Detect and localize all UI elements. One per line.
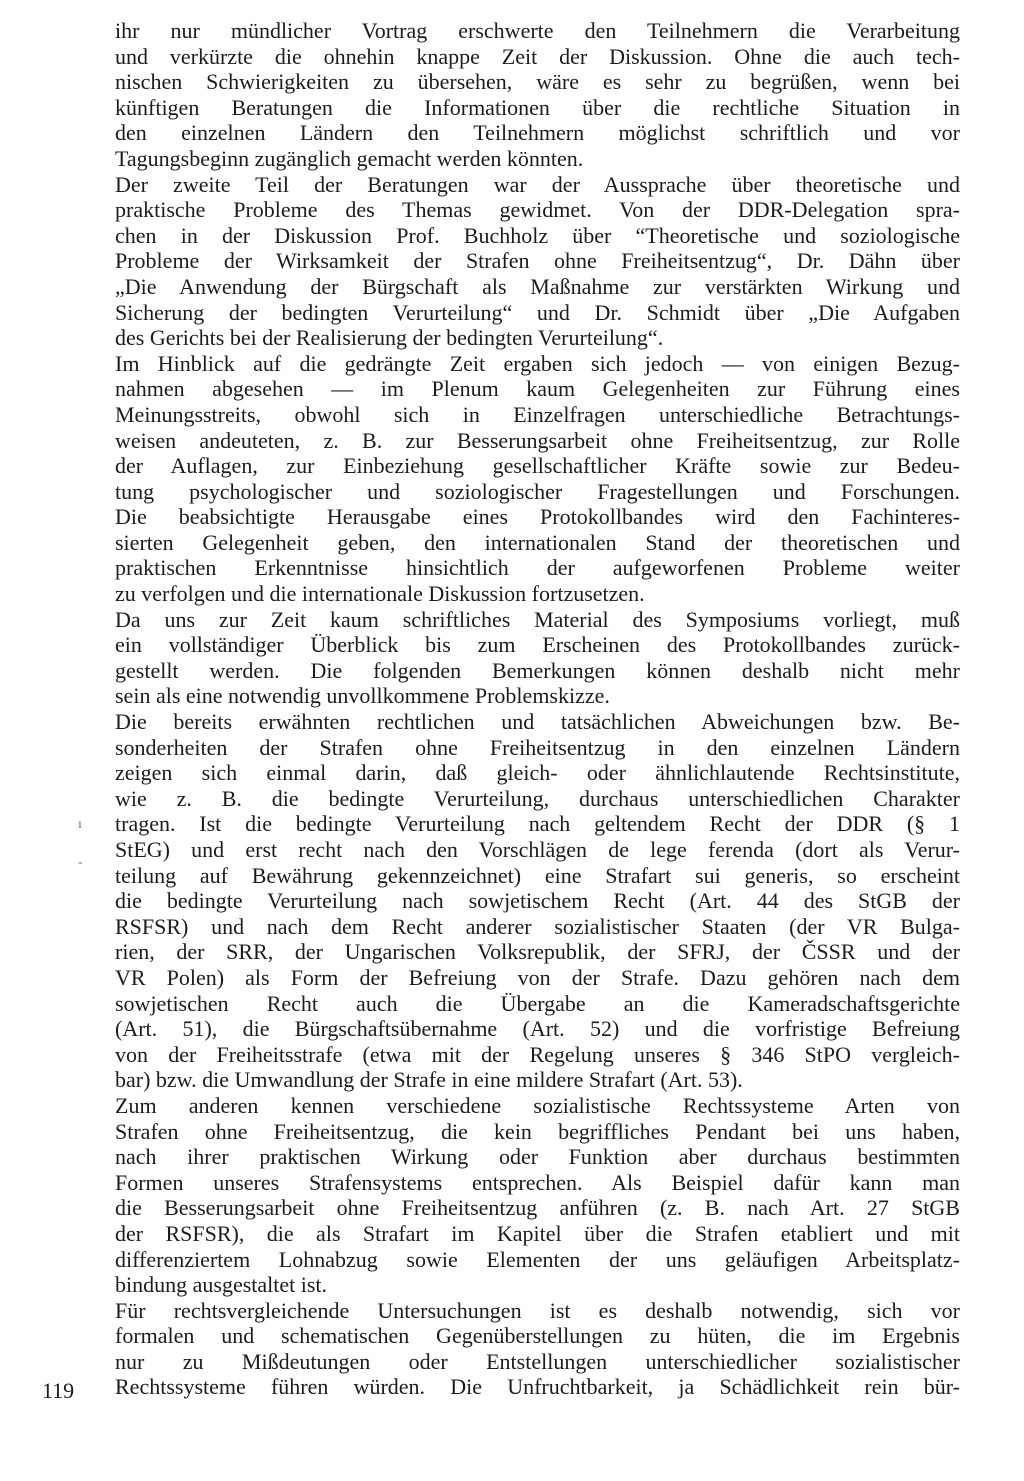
text-line: RSFSR) und nach dem Recht anderer sozialistischer Staaten (der VR Bulga-	[115, 913, 960, 939]
text-line: nur zu Mißdeutungen oder Entstellungen unterschiedlicher sozialistischer	[115, 1348, 960, 1374]
text-line: sein als eine notwendig unvollkommene Problemskizze.	[115, 683, 610, 709]
text-line: Im Hinblick auf die gedrängte Zeit ergaben sich jedoch — von einigen Bezug-	[115, 350, 960, 376]
text-line: sonderheiten der Strafen ohne Freiheitsentzug in den einzelnen Ländern	[115, 734, 960, 760]
text-line: „Die Anwendung der Bürgschaft als Maßnahme zur verstärkten Wirkung und	[115, 273, 960, 299]
text-line: nahmen abgesehen — im Plenum kaum Gelegenheiten zur Führung eines	[115, 376, 960, 402]
text-line: tragen. Ist die bedingte Verurteilung nach geltendem Recht der DDR (§ 1	[115, 811, 960, 837]
text-line: zu verfolgen und die internationale Diskussion fortzusetzen.	[115, 581, 645, 607]
text-line: des Gerichts bei der Realisierung der bedingten Verurteilung“.	[115, 325, 664, 351]
margin-mark: ı	[78, 817, 82, 832]
text-line: formalen und schematischen Gegenüberstellungen zu hüten, die im Ergebnis	[115, 1323, 960, 1349]
paragraph	[115, 172, 960, 351]
text-line: Tagungsbeginn zugänglich gemacht werden könnten.	[115, 145, 584, 171]
text-line: weisen andeuteten, z. B. zur Besserungsarbeit ohne Freiheitsentzug, zur Rolle	[115, 427, 960, 453]
text-line: nischen Schwierigkeiten zu übersehen, wäre es sehr zu begrüßen, wenn bei	[115, 69, 960, 95]
text-line: rien, der SRR, der Ungarischen Volksrepublik, der SFRJ, der ČSSR und der	[115, 939, 960, 965]
text-line: Meinungsstreits, obwohl sich in Einzelfragen unterschiedliche Betrachtungs-	[115, 401, 960, 427]
text-line: teilung auf Bewährung gekennzeichnet) eine Strafart sui generis, so erscheint	[115, 862, 960, 888]
text-line: der Auflagen, zur Einbeziehung gesellschaftlicher Kräfte sowie zur Bedeu-	[115, 453, 960, 479]
text-line: nach ihrer praktischen Wirkung oder Funktion aber durchaus bestimmten	[115, 1144, 960, 1170]
text-line: praktischen Erkenntnisse hinsichtlich der aufgeworfenen Probleme weiter	[115, 555, 960, 581]
text-line: chen in der Diskussion Prof. Buchholz über “Theoretische und soziologische	[115, 222, 960, 248]
paragraph	[115, 1093, 960, 1298]
text-line: Zum anderen kennen verschiedene sozialistische Rechtssysteme Arten von	[115, 1092, 960, 1118]
text-line: und verkürzte die ohnehin knappe Zeit der Diskussion. Ohne die auch tech-	[115, 43, 960, 69]
page-number: 119	[42, 1378, 75, 1403]
text-line: der RSFSR), die als Strafart im Kapitel über die Strafen etabliert und mit	[115, 1220, 960, 1246]
text-line: zeigen sich einmal darin, daß gleich- oder ähnlichlautende Rechtsinstitute,	[115, 760, 960, 786]
text-line: die bedingte Verurteilung nach sowjetischem Recht (Art. 44 des StGB der	[115, 888, 960, 914]
text-line: künftigen Beratungen die Informationen über die rechtliche Situation in	[115, 94, 960, 120]
text-line: die Besserungsarbeit ohne Freiheitsentzug anführen (z. B. nach Art. 27 StGB	[115, 1195, 960, 1221]
text-line: von der Freiheitsstrafe (etwa mit der Regelung unseres § 346 StPO vergleich-	[115, 1041, 960, 1067]
text-line: Rechtssysteme führen würden. Die Unfruchtbarkeit, ja Schädlichkeit rein bür-	[115, 1374, 960, 1400]
text-line: Da uns zur Zeit kaum schriftliches Material des Symposiums vorliegt, muß	[115, 606, 960, 632]
text-line: den einzelnen Ländern den Teilnehmern möglichst schriftlich und vor	[115, 120, 960, 146]
text-line: VR Polen) als Form der Befreiung von der Strafe. Dazu gehören nach dem	[115, 964, 960, 990]
text-line: bindung ausgestaltet ist.	[115, 1272, 328, 1298]
text-line: wie z. B. die bedingte Verurteilung, durchaus unterschiedlichen Charakter	[115, 785, 960, 811]
text-line: differenziertem Lohnabzug sowie Elementen der uns geläufigen Arbeitsplatz-	[115, 1246, 960, 1272]
text-line: sierten Gelegenheit geben, den internationalen Stand der theoretischen und	[115, 529, 960, 555]
paragraph	[115, 1298, 960, 1400]
paragraph	[115, 607, 960, 709]
text-line: Probleme der Wirksamkeit der Strafen ohne Freiheitsentzug“, Dr. Dähn über	[115, 248, 960, 274]
text-line: bar) bzw. die Umwandlung der Strafe in eine mildere Strafart (Art. 53).	[115, 1067, 743, 1093]
text-line: praktische Probleme des Themas gewidmet. Von der DDR-Delegation spra-	[115, 197, 960, 223]
text-line: StEG) und erst recht nach den Vorschlägen de lege ferenda (dort als Verur-	[115, 837, 960, 862]
text-line: gestellt werden. Die folgenden Bemerkungen können deshalb nicht mehr	[115, 657, 960, 683]
text-line: Für rechtsvergleichende Untersuchungen ist es deshalb notwendig, sich vor	[115, 1297, 960, 1323]
text-line: sowjetischen Recht auch die Übergabe an die Kameradschaftsgerichte	[115, 990, 960, 1016]
text-line: ihr nur mündlicher Vortrag erschwerte den Teilnehmern die Verarbeitung	[115, 18, 960, 43]
text-line: (Art. 51), die Bürgschaftsübernahme (Art. 52) und die vorfristige Befreiung	[115, 1016, 960, 1042]
text-line: Die beabsichtigte Herausgabe eines Protokollbandes wird den Fachinteres-	[115, 504, 960, 530]
text-line: ein vollständiger Überblick bis zum Erscheinen des Protokollbandes zurück-	[115, 632, 960, 658]
paragraph	[115, 709, 960, 1093]
text-line: Strafen ohne Freiheitsentzug, die kein begriffliches Pendant bei uns haben,	[115, 1118, 960, 1144]
text-line: Der zweite Teil der Beratungen war der Aussprache über theoretische und	[115, 171, 960, 197]
text-line: Sicherung der bedingten Verurteilung“ und Dr. Schmidt über „Die Aufgaben	[115, 299, 960, 325]
paragraph	[115, 18, 960, 172]
text-line: tung psychologischer und soziologischer Fragestellungen und Forschungen.	[115, 478, 960, 504]
text-line: Die bereits erwähnten rechtlichen und tatsächlichen Abweichungen bzw. Be-	[115, 709, 960, 735]
text-line: Formen unseres Strafensystems entsprechen. Als Beispiel dafür kann man	[115, 1169, 960, 1195]
margin-mark: -	[78, 855, 83, 870]
body-text	[115, 18, 960, 1400]
paragraph	[115, 351, 960, 607]
